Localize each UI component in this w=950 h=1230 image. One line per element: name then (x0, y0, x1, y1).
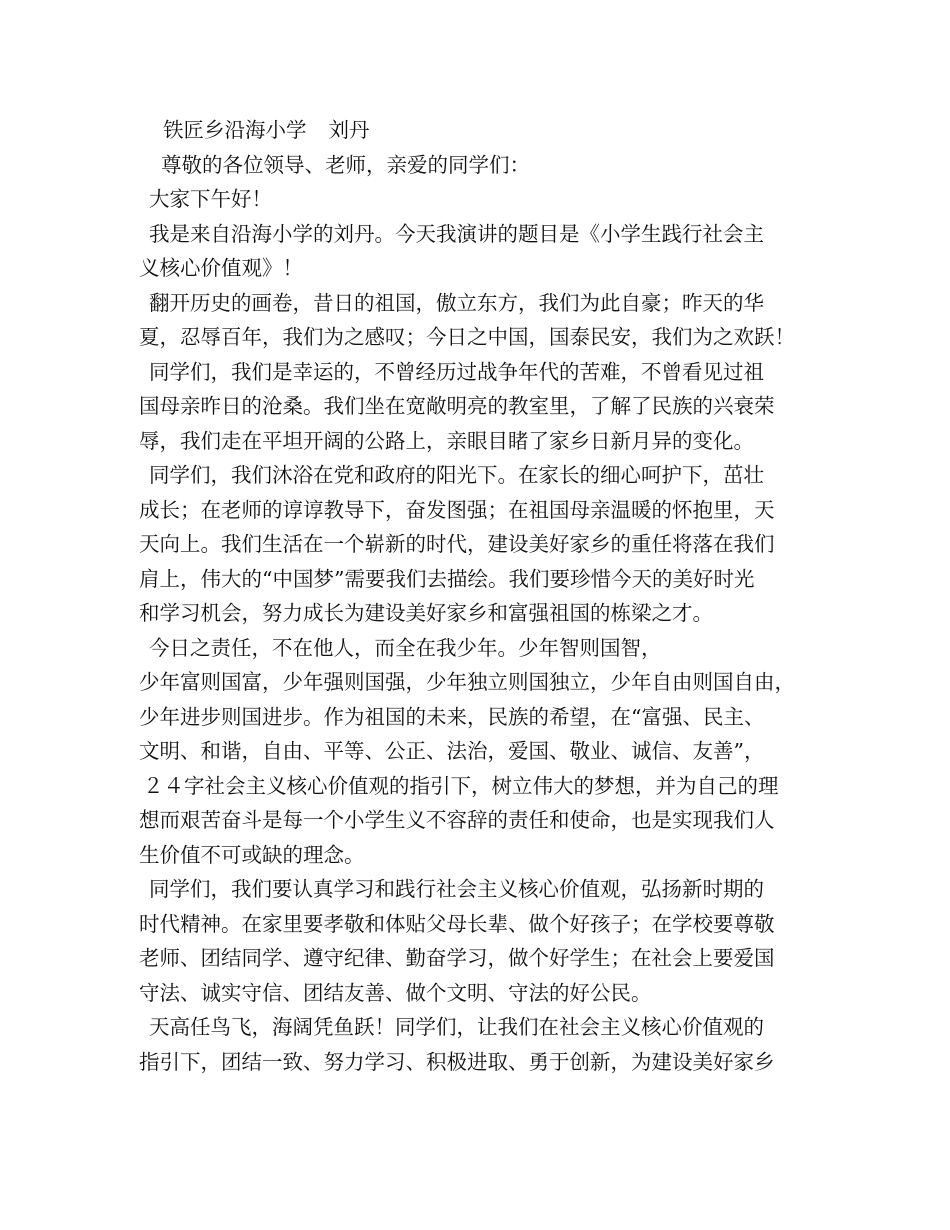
author-name: 刘丹 (328, 118, 370, 142)
paragraph-line: 同学们，我们要认真学习和践行社会主义核心价值观，弘扬新时期的 (149, 877, 764, 901)
paragraph-line: 成长；在老师的谆谆教导下，奋发图强；在祖国母亲温暖的怀抱里，天 (139, 497, 775, 522)
paragraph-line: 想而艰苦奋斗是每一个小学生义不容辞的责任和使命，也是实现我们人 (139, 808, 775, 832)
paragraph-line: ２４字社会主义核心价值观的指引下，树立伟大的梦想，并为自己的理 (143, 773, 779, 798)
paragraph-line: 少年进步则国进步。作为祖国的未来，民族的希望，在“富强、民主、 (139, 704, 765, 729)
paragraph-line: 守法、诚实守信、团结友善、做个文明、守法的好公民。 (139, 980, 652, 1005)
paragraph-line: 辱，我们走在平坦开阔的公路上，亲眼目睹了家乡日新月异的变化。 (139, 428, 754, 453)
paragraph-line: 肩上，伟大的“中国梦”需要我们去描绘。我们要珍惜今天的美好时光 (139, 566, 755, 591)
paragraph-line: 国母亲昨日的沧桑。我们坐在宽敞明亮的教室里，了解了民族的兴衰荣 (139, 394, 775, 418)
paragraph-line: 老师、团结同学、遵守纪律、勤奋学习，做个好学生；在社会上要爱国 (139, 946, 775, 970)
paragraph-line: 同学们，我们是幸运的，不曾经历过战争年代的苦难，不曾看见过祖 (149, 359, 764, 384)
paragraph-line: 文明、和谐，自由、平等、公正、法治，爱国、敬业、诚信、友善”， (139, 739, 765, 763)
paragraph-line: 时代精神。在家里要孝敬和体贴父母长辈、做个好孩子；在学校要尊敬 (139, 911, 775, 936)
paragraph-line: 翻开历史的画卷，昔日的祖国，傲立东方，我们为此自豪；昨天的华 (149, 290, 764, 315)
paragraph-line: 夏，忍辱百年，我们为之感叹；今日之中国，国泰民安，我们为之欢跃！ (139, 325, 795, 349)
greeting-line: 大家下午好！ (149, 187, 272, 211)
speech-text (139, 113, 829, 1079)
header-line (139, 113, 829, 148)
paragraph-line: 和学习机会，努力成长为建设美好家乡和富强祖国的栋梁之才。 (139, 601, 713, 625)
school-name: 铁匠乡沿海小学 (163, 118, 307, 142)
paragraph-line: 我是来自沿海小学的刘丹。今天我演讲的题目是《小学生践行社会主 (149, 221, 764, 246)
paragraph-line: 天向上。我们生活在一个崭新的时代，建设美好家乡的重任将落在我们 (139, 532, 775, 556)
paragraph-line: 义核心价值观》！ (139, 256, 303, 280)
paragraph-line: 天高任鸟飞，海阔凭鱼跃！同学们，让我们在社会主义核心价值观的 (149, 1015, 764, 1039)
paragraph-line: 今日之责任，不在他人，而全在我少年。少年智则国智， (149, 635, 662, 660)
paragraph-line: 同学们，我们沐浴在党和政府的阳光下。在家长的细心呵护下，茁壮 (149, 463, 764, 487)
salutation-line: 尊敬的各位领导、老师，亲爱的同学们： (161, 152, 530, 177)
paragraph-line: 少年富则国富，少年强则国强，少年独立则国独立，少年自由则国自由， (139, 670, 795, 694)
paragraph-line: 生价值不可或缺的理念。 (139, 842, 365, 867)
paragraph-line: 指引下，团结一致、努力学习、积极进取、勇于创新，为建设美好家乡 (139, 1049, 775, 1074)
